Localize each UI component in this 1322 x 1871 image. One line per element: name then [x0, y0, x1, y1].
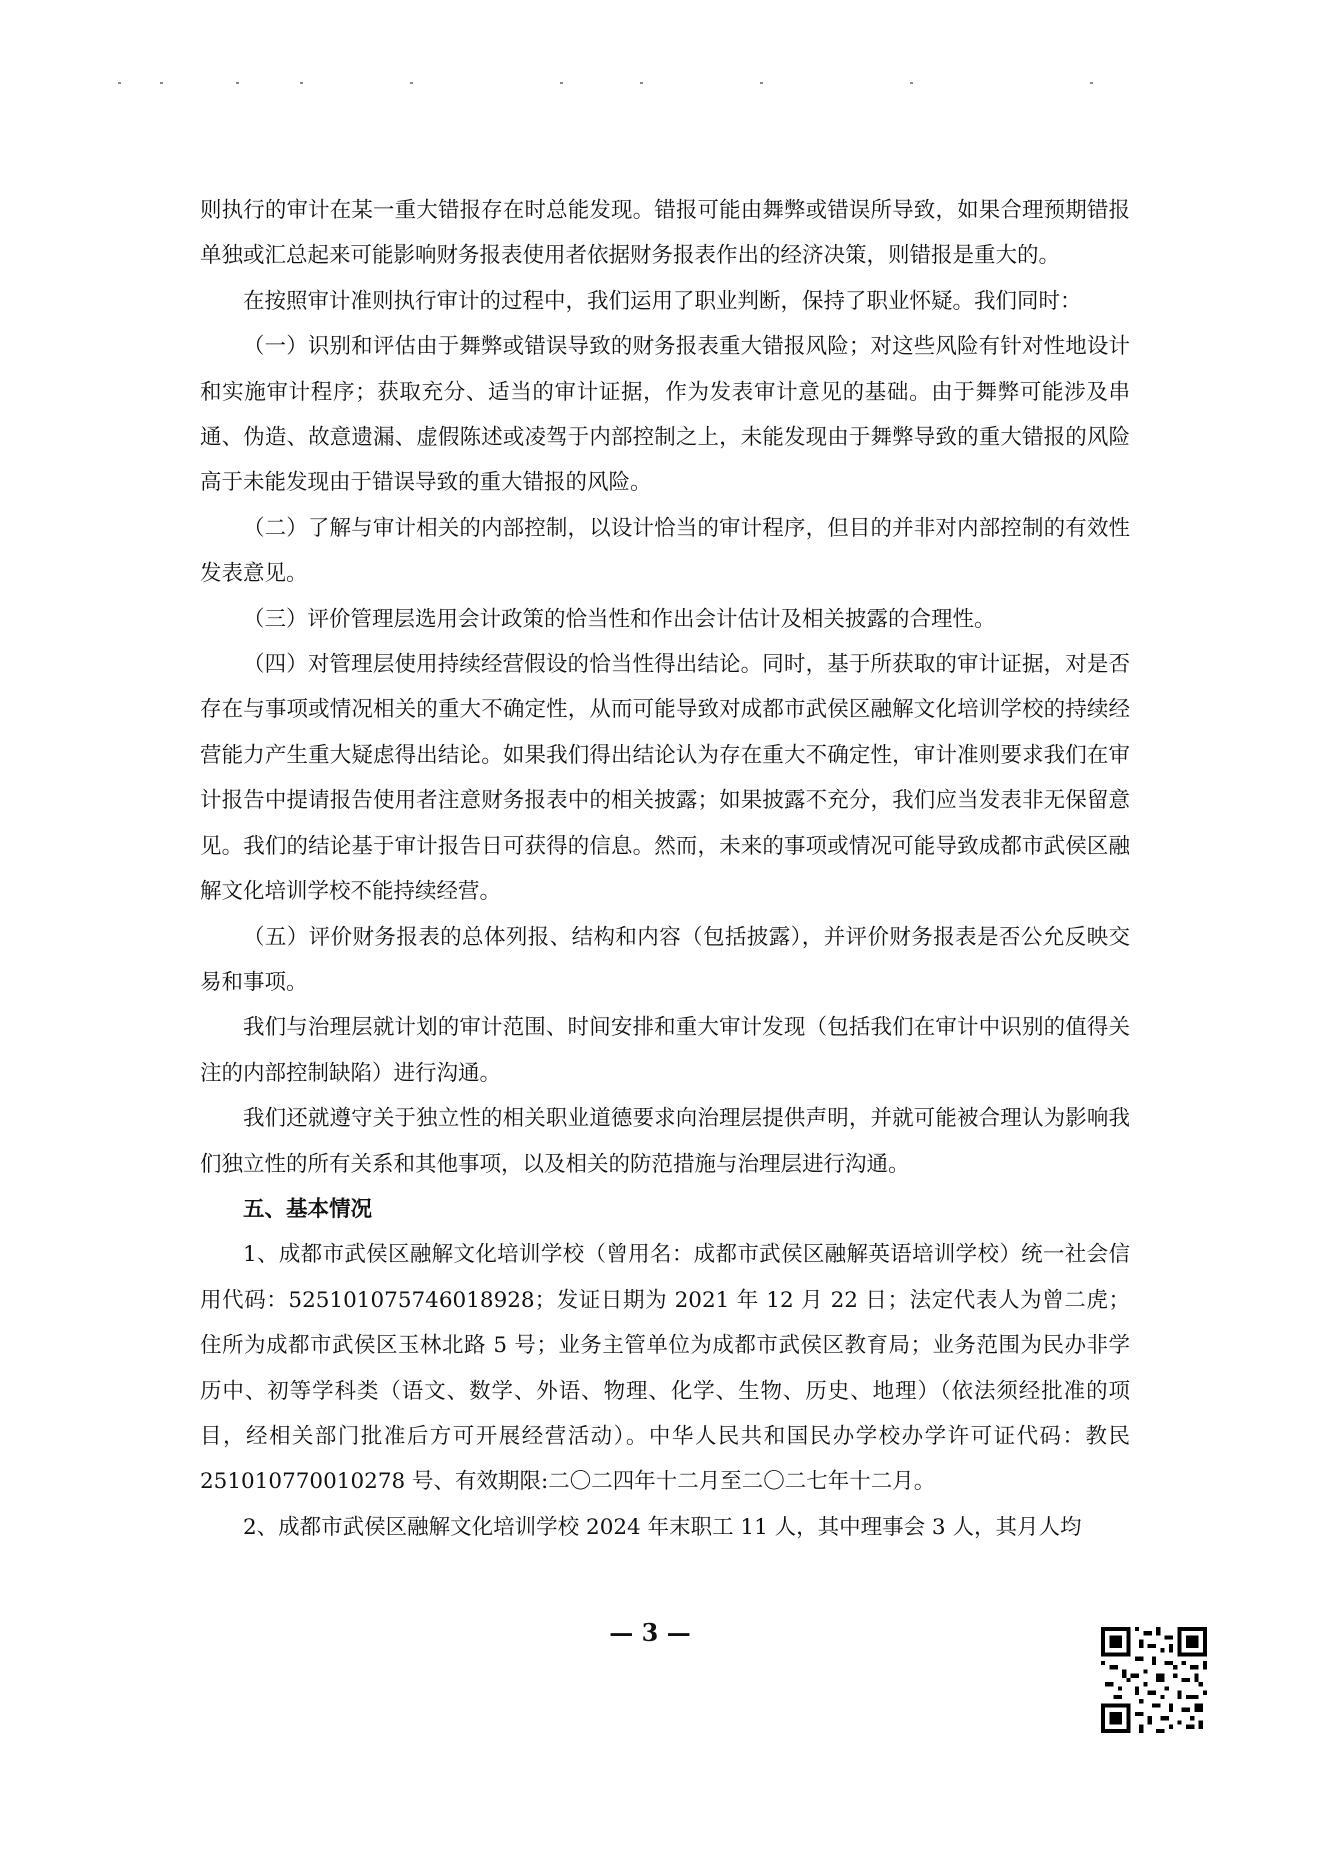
page-number: — 3 —	[609, 1618, 691, 1647]
paragraph-item-5: （五）评价财务报表的总体列报、结构和内容（包括披露），并评价财务报表是否公允反映交易和事项。	[200, 924, 1130, 995]
paragraph-basic-info-1: 1、成都市武侯区融解文化培训学校（曾用名：成都市武侯区融解英语培训学校）统一社会信用代码：525101075746018928；发证日期为 2021 年 12 月 22 日；法定代表人为曾二虎；住所为成都市武侯区玉林北路 5 号；业务主管单位为成都市武侯区教育局；业务范围为民办非学历中、初等学科类（语文、数学、外语、物理、化学、生物、历史、地理）（依法须经批准的项目，经相关部门批准后方可开展经营活动）。中华人民共和国民办学校办学许可证代码：教民 251010770010278 号、有效期限:二〇二四年十二月至二〇二七年十二月。	[200, 1242, 1130, 1495]
paragraph-item-2: （二）了解与审计相关的内部控制，以设计恰当的审计程序，但目的并非对内部控制的有效性发表意见。	[200, 515, 1130, 587]
paragraph-continuation: 则执行的审计在某一重大错报存在时总能发现。错报可能由舞弊或错误所导致，如果合理预期错报单独或汇总起来可能影响财务报表使用者依据财务报表作出的经济决策，则错报是重大的。	[200, 198, 1130, 269]
scan-artifact-dots	[0, 78, 1322, 88]
paragraph-item-3: （三）评价管理层选用会计政策的恰当性和作出会计估计及相关披露的合理性。	[243, 606, 996, 632]
qr-code-icon	[1101, 1627, 1207, 1733]
paragraph-audit-process: 在按照审计准则执行审计的过程中，我们运用了职业判断，保持了职业怀疑。我们同时：	[243, 288, 1082, 314]
paragraph-independence: 我们还就遵守关于独立性的相关职业道德要求向治理层提供声明，并就可能被合理认为影响我们独立性的所有关系和其他事项，以及相关的防范措施与治理层进行沟通。	[200, 1106, 1130, 1177]
body-text	[200, 188, 1130, 1550]
paragraph-communication: 我们与治理层就计划的审计范围、时间安排和重大审计发现（包括我们在审计中识别的值得关注的内部控制缺陷）进行沟通。	[200, 1015, 1130, 1086]
paragraph-item-4: （四）对管理层使用持续经营假设的恰当性得出结论。同时，基于所获取的审计证据，对是否存在与事项或情况相关的重大不确定性，从而可能导致对成都市武侯区融解文化培训学校的持续经营能力产生重大疑虑得出结论。如果我们得出结论认为存在重大不确定性，审计准则要求我们在审计报告中提请报告使用者注意财务报表中的相关披露；如果披露不充分，我们应当发表非无保留意见。我们的结论基于审计报告日可获得的信息。然而，未来的事项或情况可能导致成都市武侯区融解文化培训学校不能持续经营。	[200, 652, 1130, 905]
paragraph-basic-info-2: 2、成都市武侯区融解文化培训学校 2024 年末职工 11 人，其中理事会 3 人，其月人均	[243, 1514, 1082, 1540]
paragraph-item-1: （一）识别和评估由于舞弊或错误导致的财务报表重大错报风险；对这些风险有针对性地设计和实施审计程序；获取充分、适当的审计证据，作为发表审计意见的基础。由于舞弊可能涉及串通、伪造、故意遗漏、虚假陈述或凌驾于内部控制之上，未能发现由于舞弊导致的重大错报的风险高于未能发现由于错误导致的重大错报的风险。	[200, 334, 1130, 496]
section-heading-basic-info: 五、基本情况	[243, 1196, 373, 1222]
